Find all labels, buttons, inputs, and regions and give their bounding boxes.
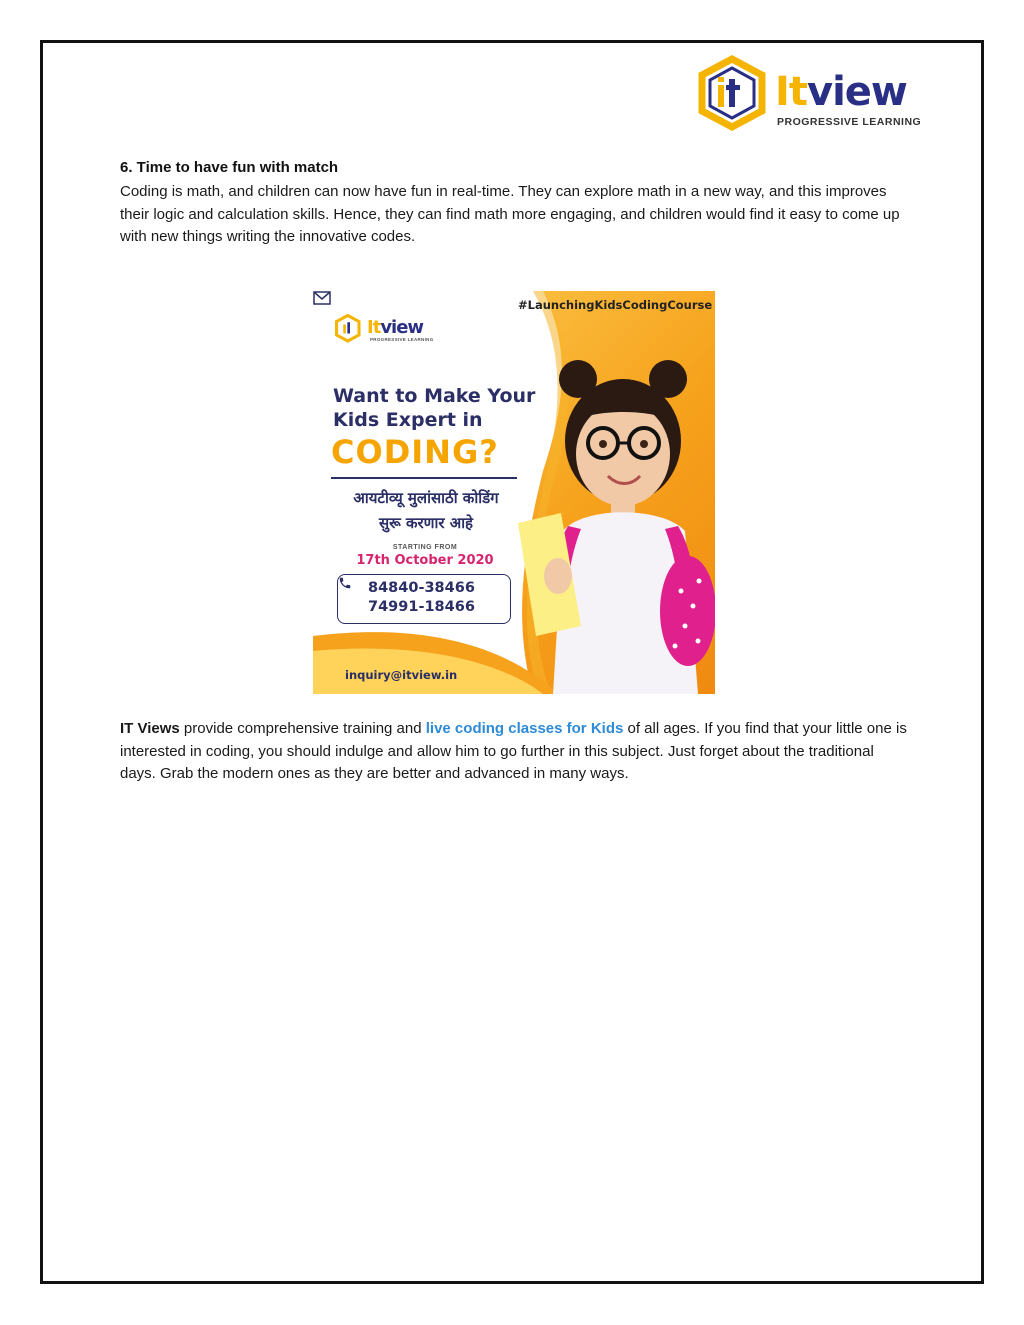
logo-wordmark: Itview bbox=[775, 69, 907, 115]
kids-coding-poster bbox=[313, 291, 715, 694]
phone-icon bbox=[338, 575, 352, 591]
poster-marathi-line1: आयटीव्यू मुलांसाठी कोडिंग bbox=[353, 489, 499, 507]
poster-hashtag: #LaunchingKidsCodingCourse bbox=[518, 298, 713, 312]
poster-start-date: 17th October 2020 bbox=[356, 553, 494, 568]
itview-hex-logo-icon bbox=[698, 55, 778, 135]
closing-text-2: of all ages. If you find that your little one is interested in coding, you should indulge and allow him to go further in this subject. Just forget about the traditional days. Grab the modern ones as they are better and advanced in many ways. bbox=[120, 720, 907, 782]
brand-name: IT Views bbox=[120, 720, 180, 737]
section-paragraph: Coding is math, and children can now have fun in real-time. They can explore math in a new way, and this improves their logic and calculation skills. Hence, they can find math more engaging, and children would find it easy to come up with new things writing the innovative codes. bbox=[120, 183, 900, 245]
poster-phone-1: 84840-38466 bbox=[368, 580, 475, 596]
live-coding-classes-link[interactable]: live coding classes for Kids bbox=[425, 720, 624, 737]
poster-coding-word: CODING? bbox=[331, 433, 499, 471]
poster-logo-tagline: PROGRESSIVE LEARNING bbox=[370, 337, 434, 342]
closing-text-1: provide comprehensive training and bbox=[179, 720, 426, 737]
closing-paragraph bbox=[120, 718, 910, 786]
poster-headline: Want to Make Your Kids Expert in bbox=[333, 385, 536, 431]
logo-tagline: PROGRESSIVE LEARNING bbox=[777, 116, 922, 128]
poster-phone-2: 74991-18466 bbox=[368, 599, 475, 615]
poster-marathi-line2: सुरू करणार आहे bbox=[378, 514, 474, 532]
poster-email: inquiry@itview.in bbox=[345, 668, 458, 682]
poster-divider bbox=[331, 477, 517, 479]
section-heading: 6. Time to have fun with match bbox=[120, 159, 339, 176]
poster-phone-box bbox=[337, 574, 511, 624]
poster-marathi-text bbox=[331, 486, 521, 536]
mail-icon bbox=[313, 291, 331, 305]
poster-starting-label: STARTING FROM bbox=[392, 544, 458, 551]
poster-logo-wordmark: Itview bbox=[367, 317, 424, 338]
